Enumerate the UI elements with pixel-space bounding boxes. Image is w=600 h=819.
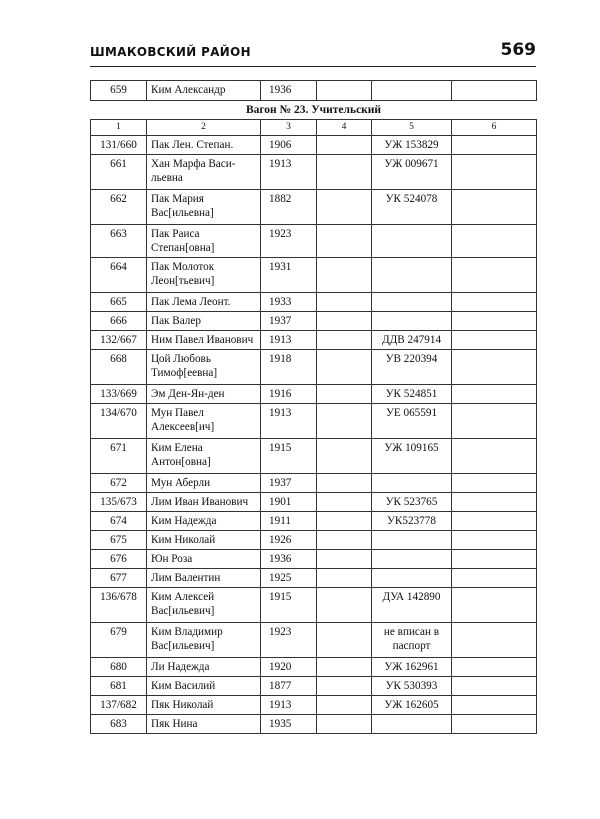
table-row (91, 512, 537, 531)
col-number-3: 3 (261, 120, 317, 136)
cell-name: Эм Ден-Ян-ден (147, 385, 261, 404)
cell-document: ДУА 142890 (372, 588, 452, 623)
cell-name: Ким Алексей Вас[ильевич] (147, 588, 261, 623)
table-row (91, 258, 537, 293)
cell-document (372, 312, 452, 331)
cell-document: УЖ 109165 (372, 439, 452, 474)
cell-document: не вписан в паспорт (372, 623, 452, 658)
cell-year: 1877 (261, 677, 317, 696)
cell-col4 (317, 569, 372, 588)
cell-year: 1918 (261, 350, 317, 385)
cell-name: Пак Мария Вас[ильевна] (147, 190, 261, 225)
column-number-row (91, 120, 537, 136)
cell-name: Пак Раиса Степан[овна] (147, 225, 261, 258)
table-row (91, 293, 537, 312)
cell-number: 680 (91, 658, 147, 677)
cell-document: УЖ 009671 (372, 155, 452, 190)
col-number-2: 2 (147, 120, 261, 136)
cell-col6 (452, 331, 537, 350)
cell-number: 677 (91, 569, 147, 588)
cell-col6 (452, 588, 537, 623)
cell-col6 (452, 658, 537, 677)
cell-col4 (317, 658, 372, 677)
cell-number: 133/669 (91, 385, 147, 404)
cell-number: 681 (91, 677, 147, 696)
cell-name: Ким Елена Антон[овна] (147, 439, 261, 474)
cell-name: Пак Молоток Леон[тьевич] (147, 258, 261, 293)
cell-document: УЖ 162961 (372, 658, 452, 677)
cell-number: 664 (91, 258, 147, 293)
table-row (91, 715, 537, 734)
table-row (91, 81, 537, 101)
cell-number: 661 (91, 155, 147, 190)
cell-number: 666 (91, 312, 147, 331)
cell-year: 1926 (261, 531, 317, 550)
cell-document: ДДВ 247914 (372, 331, 452, 350)
cell-number: 132/667 (91, 331, 147, 350)
cell-col6 (452, 550, 537, 569)
section-row (91, 101, 537, 120)
table-row (91, 569, 537, 588)
cell-number: 662 (91, 190, 147, 225)
cell-number: 671 (91, 439, 147, 474)
cell-document (372, 474, 452, 493)
cell-year: 1913 (261, 331, 317, 350)
col-number-5: 5 (372, 120, 452, 136)
cell-col4 (317, 331, 372, 350)
cell-name: Пак Лема Леонт. (147, 293, 261, 312)
cell-document (372, 225, 452, 258)
running-header (90, 40, 536, 67)
cell-col4 (317, 81, 372, 101)
cell-col6 (452, 81, 537, 101)
cell-number: 676 (91, 550, 147, 569)
cell-year: 1925 (261, 569, 317, 588)
cell-year: 1916 (261, 385, 317, 404)
cell-name: Хан Марфа Васи- льевна (147, 155, 261, 190)
cell-name: Ким Надежда (147, 512, 261, 531)
cell-year: 1937 (261, 474, 317, 493)
table-row (91, 404, 537, 439)
cell-number: 668 (91, 350, 147, 385)
table-row (91, 136, 537, 155)
cell-document (372, 531, 452, 550)
cell-col6 (452, 225, 537, 258)
cell-name: Ким Владимир Вас[ильевич] (147, 623, 261, 658)
cell-year: 1913 (261, 696, 317, 715)
cell-number: 131/660 (91, 136, 147, 155)
cell-name: Ким Александр (147, 81, 261, 101)
cell-col4 (317, 385, 372, 404)
table-row (91, 623, 537, 658)
cell-number: 672 (91, 474, 147, 493)
table-row (91, 493, 537, 512)
cell-col6 (452, 493, 537, 512)
cell-col4 (317, 350, 372, 385)
cell-col6 (452, 531, 537, 550)
cell-col4 (317, 677, 372, 696)
cell-col6 (452, 136, 537, 155)
cell-col6 (452, 258, 537, 293)
table-row (91, 439, 537, 474)
cell-col4 (317, 312, 372, 331)
cell-year: 1936 (261, 550, 317, 569)
cell-year: 1911 (261, 512, 317, 531)
cell-document: УК 524851 (372, 385, 452, 404)
cell-col6 (452, 293, 537, 312)
cell-number: 136/678 (91, 588, 147, 623)
table-row (91, 331, 537, 350)
cell-col6 (452, 312, 537, 331)
cell-year: 1923 (261, 225, 317, 258)
cell-name: Пяк Нина (147, 715, 261, 734)
cell-document: УЕ 065591 (372, 404, 452, 439)
cell-year: 1933 (261, 293, 317, 312)
cell-number: 683 (91, 715, 147, 734)
cell-number: 135/673 (91, 493, 147, 512)
table-row (91, 225, 537, 258)
cell-name: Ли Надежда (147, 658, 261, 677)
cell-year: 1915 (261, 588, 317, 623)
cell-year: 1913 (261, 404, 317, 439)
cell-name: Ким Николай (147, 531, 261, 550)
cell-col4 (317, 715, 372, 734)
table-row (91, 190, 537, 225)
col-number-6: 6 (452, 120, 537, 136)
cell-col6 (452, 155, 537, 190)
cell-col4 (317, 155, 372, 190)
cell-number: 674 (91, 512, 147, 531)
cell-document: УК523778 (372, 512, 452, 531)
cell-number: 137/682 (91, 696, 147, 715)
cell-document (372, 81, 452, 101)
cell-name: Ним Павел Иванович (147, 331, 261, 350)
cell-year: 1920 (261, 658, 317, 677)
cell-document: УК 523765 (372, 493, 452, 512)
cell-number: 675 (91, 531, 147, 550)
cell-year: 1931 (261, 258, 317, 293)
cell-document: УК 524078 (372, 190, 452, 225)
cell-document (372, 569, 452, 588)
cell-col6 (452, 715, 537, 734)
cell-name: Мун Аберли (147, 474, 261, 493)
cell-document: УВ 220394 (372, 350, 452, 385)
cell-number: 659 (91, 81, 147, 101)
cell-name: Лим Валентин (147, 569, 261, 588)
table-row (91, 696, 537, 715)
cell-name: Ким Василий (147, 677, 261, 696)
cell-number: 663 (91, 225, 147, 258)
cell-col4 (317, 258, 372, 293)
cell-year: 1923 (261, 623, 317, 658)
cell-col6 (452, 350, 537, 385)
section-title: Вагон № 23. Учительский (91, 101, 537, 120)
cell-document: УК 530393 (372, 677, 452, 696)
deportation-list-table (90, 80, 537, 734)
table-row (91, 658, 537, 677)
cell-name: Пак Валер (147, 312, 261, 331)
cell-col6 (452, 190, 537, 225)
cell-col4 (317, 439, 372, 474)
cell-col4 (317, 404, 372, 439)
cell-name: Пак Лен. Степан. (147, 136, 261, 155)
cell-col6 (452, 385, 537, 404)
cell-year: 1906 (261, 136, 317, 155)
cell-document (372, 715, 452, 734)
cell-col6 (452, 512, 537, 531)
cell-year: 1915 (261, 439, 317, 474)
cell-name: Мун Павел Алексеев[ич] (147, 404, 261, 439)
cell-number: 665 (91, 293, 147, 312)
cell-col4 (317, 474, 372, 493)
cell-col4 (317, 588, 372, 623)
cell-col4 (317, 512, 372, 531)
cell-year: 1935 (261, 715, 317, 734)
cell-col4 (317, 136, 372, 155)
table-row (91, 531, 537, 550)
cell-document (372, 258, 452, 293)
cell-document (372, 550, 452, 569)
cell-col6 (452, 696, 537, 715)
cell-col6 (452, 474, 537, 493)
table-row (91, 474, 537, 493)
cell-number: 679 (91, 623, 147, 658)
table-row (91, 550, 537, 569)
cell-col4 (317, 623, 372, 658)
cell-col4 (317, 190, 372, 225)
cell-name: Лим Иван Иванович (147, 493, 261, 512)
cell-col4 (317, 493, 372, 512)
cell-col6 (452, 404, 537, 439)
table-row (91, 312, 537, 331)
col-number-1: 1 (91, 120, 147, 136)
cell-name: Пяк Николай (147, 696, 261, 715)
cell-col4 (317, 531, 372, 550)
cell-number: 134/670 (91, 404, 147, 439)
cell-name: Юн Роза (147, 550, 261, 569)
table-row (91, 588, 537, 623)
table-row (91, 155, 537, 190)
running-title: ШМАКОВСКИЙ РАЙОН (90, 44, 251, 59)
cell-year: 1901 (261, 493, 317, 512)
cell-col4 (317, 225, 372, 258)
cell-name: Цой Любовь Тимоф[еевна] (147, 350, 261, 385)
page-number: 569 (500, 40, 536, 60)
cell-col4 (317, 696, 372, 715)
cell-col6 (452, 569, 537, 588)
cell-col4 (317, 550, 372, 569)
cell-document (372, 293, 452, 312)
cell-col6 (452, 677, 537, 696)
cell-year: 1882 (261, 190, 317, 225)
cell-year: 1913 (261, 155, 317, 190)
cell-document: УЖ 162605 (372, 696, 452, 715)
cell-col4 (317, 293, 372, 312)
cell-document: УЖ 153829 (372, 136, 452, 155)
table-row (91, 677, 537, 696)
cell-col6 (452, 439, 537, 474)
cell-col6 (452, 623, 537, 658)
table-row (91, 350, 537, 385)
col-number-4: 4 (317, 120, 372, 136)
cell-year: 1936 (261, 81, 317, 101)
cell-year: 1937 (261, 312, 317, 331)
table-row (91, 385, 537, 404)
